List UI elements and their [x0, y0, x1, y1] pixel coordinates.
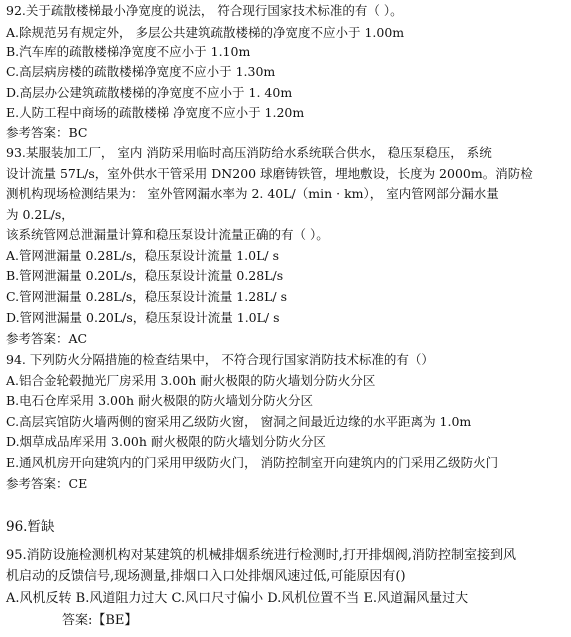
- question-92-option-e: E.人防工程中商场的疏散楼梯 净宽度不应小于 1.20m: [6, 105, 305, 120]
- question-93-stem-line-3: 测机构现场检测结果为： 室外管网漏水率为 2. 40L/（min · km）， 室内管网部分漏水量: [6, 186, 499, 201]
- question-92-option-d: D.高层办公建筑疏散楼梯的净宽度不应小于 1. 40m: [6, 85, 293, 100]
- question-94-answer: 参考答案：CE: [6, 476, 88, 491]
- question-93-answer: 参考答案：AC: [6, 331, 88, 346]
- question-93-stem-line-5: 该系统管网总泄漏量计算和稳压泵设计流量正确的有（ ）。: [6, 227, 329, 242]
- question-93-stem-line-1: 93.某服装加工厂， 室内 消防采用临时高压消防给水系统联合供水， 稳压泵稳压， 系统: [6, 145, 492, 160]
- question-95-stem-line-2: 机启动的反馈信号,现场测量,排烟口入口处排烟风速过低,可能原因有(): [6, 569, 406, 584]
- question-94-option-b: B.电石仓库采用 3.00h 耐火极限的防火墙划分防火分区: [6, 393, 313, 408]
- question-92-stem: 92.关于疏散楼梯最小净宽度的说法， 符合现行国家技术标准的有（ ）。: [6, 3, 403, 18]
- question-94-option-a: A.铝合金轮毂抛光厂房采用 3.00h 耐火极限的防火墙划分防火分区: [6, 373, 376, 388]
- question-92-option-a: A.除规范另有规定外， 多层公共建筑疏散楼梯的净宽度不应小于 1.00m: [6, 25, 405, 40]
- question-94-option-d: D.烟草成品库采用 3.00h 耐火极限的防火墙划分防火分区: [6, 434, 326, 449]
- question-93-stem-line-4: 为 0.2L/s，: [6, 207, 74, 222]
- question-92-option-b: B.汽车库的疏散楼梯净宽度不应小于 1.10m: [6, 44, 251, 59]
- question-96-placeholder: 96.暂缺: [6, 519, 55, 535]
- question-93-option-b: B.管网泄漏量 0.20L/s，稳压泵设计流量 0.28L/s: [6, 268, 284, 283]
- question-95-answer: 答案:【BE】: [62, 613, 138, 628]
- question-95-options: A.风机反转 B.风道阻力过大 C.风口尺寸偏小 D.风机位置不当 E.风道漏风量过大: [6, 591, 469, 606]
- question-95-stem-line-1: 95.消防设施检测机构对某建筑的机械排烟系统进行检测时,打开排烟阀,消防控制室接到风: [6, 548, 516, 563]
- question-92-answer: 参考答案：BC: [6, 125, 88, 140]
- question-94-option-c: C.高层宾馆防火墙两侧的窗采用乙级防火窗， 窗洞之间最近边缘的水平距离为 1.0m: [6, 414, 472, 429]
- question-93-option-c: C.管网泄漏量 0.28L/s，稳压泵设计流量 1.28L/ s: [6, 289, 288, 304]
- question-93-option-a: A.管网泄漏量 0.28L/s，稳压泵设计流量 1.0L/ s: [6, 248, 279, 263]
- question-92-option-c: C.高层病房楼的疏散楼梯净宽度不应小于 1.30m: [6, 64, 276, 79]
- question-94-option-e: E.通风机房开向建筑内的门采用甲级防火门， 消防控制室开向建筑内的门采用乙级防火门: [6, 455, 499, 470]
- question-93-option-d: D.管网泄漏量 0.20L/s，稳压泵设计流量 1.0L/ s: [6, 310, 280, 325]
- question-94-stem: 94. 下列防火分隔措施的检查结果中， 不符合现行国家消防技术标准的有（）: [6, 352, 434, 367]
- question-93-stem-line-2: 设计流量 57L/s，室外供水干管采用 DN200 球磨铸铁管，埋地敷设，长度为 2000m。消防检: [6, 166, 533, 181]
